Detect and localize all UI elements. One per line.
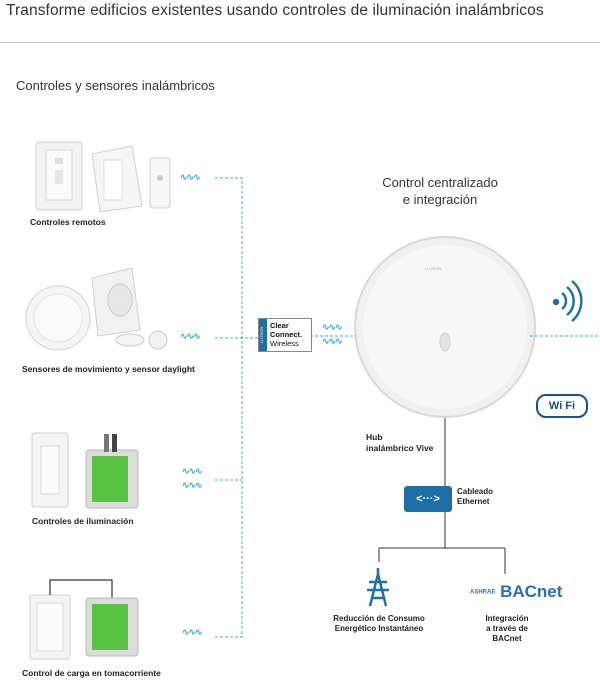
wireless-wave-icon: ∿∿∿: [180, 172, 200, 182]
clear-connect-line3: Wireless: [270, 339, 299, 348]
sensors-image: [26, 268, 167, 350]
hub-brand: LUTRON: [425, 266, 442, 271]
page-title: Transforme edificios existentes usando controles de iluminación inalámbricos: [6, 2, 544, 19]
energy-reduction-label: [312, 614, 446, 634]
wireless-signal-icon: [554, 281, 581, 321]
clear-connect-text: [270, 321, 302, 348]
device-label-remote-controls: Controles remotos: [30, 217, 106, 227]
device-label-lighting-controls: Controles de iluminación: [32, 516, 134, 526]
energy-line2: Energético Instantáneo: [334, 624, 424, 633]
transmission-tower-icon: [367, 568, 389, 606]
bacnet-integration-label: [462, 614, 552, 644]
energy-line1: Reducción de Consumo: [333, 614, 425, 623]
wireless-wave-icon: ∿∿∿: [182, 466, 202, 476]
hub-label-line1: Hub: [366, 432, 383, 442]
bacnet-logo-prefix: ASHRAE: [470, 589, 496, 596]
bacnet-line2: a través de: [486, 624, 528, 633]
plug-load-control-image: [30, 580, 138, 659]
bacnet-logo: [470, 582, 562, 602]
wifi-logo: Wi Fi: [536, 394, 588, 418]
vive-hub-image: [355, 237, 535, 417]
central-control-title: [360, 174, 520, 208]
central-title-line2: e integración: [402, 192, 478, 207]
device-label-plug-control: Control de carga en tomacorriente: [22, 668, 161, 678]
lighting-controls-image: [32, 433, 138, 508]
ethernet-icon: <···>: [404, 486, 452, 512]
remote-controls-image: [36, 142, 170, 212]
bacnet-line3: BACnet: [492, 634, 522, 643]
bacnet-logo-text: BACnet: [500, 582, 563, 601]
hub-label-line2: inalámbrico Vive: [366, 443, 434, 453]
wireless-wave-icon: ∿∿∿: [322, 336, 342, 346]
ethernet-label-line2: Ethernet: [457, 497, 490, 506]
clear-connect-line1: Clear: [270, 321, 289, 330]
bacnet-line1: Integración: [485, 614, 529, 623]
ethernet-label: [457, 487, 493, 507]
clear-connect-badge: [258, 318, 312, 352]
device-label-sensors: Sensores de movimiento y sensor daylight: [22, 364, 195, 374]
clear-connect-line2: Connect.: [270, 330, 303, 339]
wireless-wave-icon: ∿∿∿: [182, 627, 202, 637]
wireless-wave-icon: ∿∿∿: [180, 331, 200, 341]
central-title-line1: Control centralizado: [382, 175, 498, 190]
lutron-brand: LUTRON: [259, 326, 264, 344]
wireless-wave-icon: ∿∿∿: [182, 480, 202, 490]
hub-label: [366, 432, 433, 454]
section-title: Controles y sensores inalámbricos: [16, 78, 215, 93]
wireless-wave-icon: ∿∿∿: [322, 322, 342, 332]
ethernet-label-line1: Cableado: [457, 487, 494, 496]
